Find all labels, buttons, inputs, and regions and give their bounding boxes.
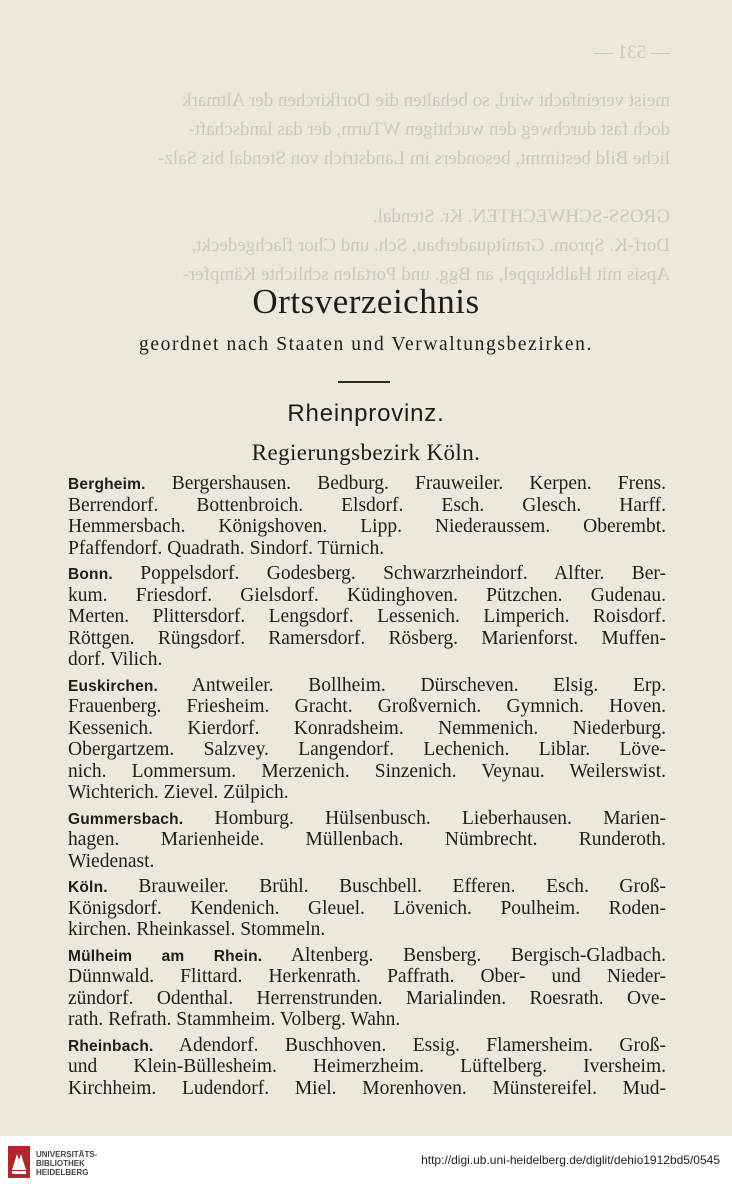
viewer-footer [0,1136,732,1192]
district-name: Rheinbach. [68,1037,154,1055]
entry-line: Pfaffendorf. Quadrath. Sindorf. Türnich. [68,537,385,559]
entry-line: Frauenberg. Friesheim. Gracht. Großvernich. Gymnich. Hoven. [68,696,666,717]
entry-line: Rheinbach. Adendorf. Buschhoven. Essig. Flamersheim. Groß- [68,1034,666,1056]
library-logo-text: UNIVERSITÄTS- BIBLIOTHEK HEIDELBERG [36,1150,98,1177]
district-name: Bonn. [68,566,113,583]
entry-line: Hemmersbach. Königshoven. Lipp. Niederaussem. Oberembt. [68,516,666,537]
entry-line: kirchen. Rheinkassel. Stommeln. [68,919,326,940]
entry-line: Dünnwald. Flittard. Herkenrath. Paffrath. Ober- und Nieder- [68,966,666,987]
place-index-list [68,473,666,1103]
district-name: Gummersbach. [68,810,184,828]
index-entry-gummersbach [68,808,666,873]
entry-line: nich. Lommersum. Merzenich. Sinzenich. Veynau. Weilerswist. [68,760,666,782]
page-title: Ortsverzeichnis [252,282,480,321]
entry-line: und Klein-Büllesheim. Heimerzheim. Lüftelberg. Iversheim. [68,1056,666,1077]
entry-line: hagen. Marienheide. Müllenbach. Nümbrecht. Runderoth. [68,829,666,850]
permalink-url[interactable]: http://digi.ub.uni-heidelberg.de/diglit/dehio1912bd5/0545 [421,1153,720,1167]
index-entry-bergheim [68,473,666,559]
bleed-through-decoration: meist vereinfacht wird, so behalten die Dorfkirchen der Altmark [181,90,670,111]
bleed-through-decoration: Apsis mit Halbkuppel, an Bgg. und Portalen schlichte Kämpfer- [182,264,670,285]
entry-line: Obergartzem. Salzvey. Langendorf. Lechenich. Liblar. Löve- [68,739,666,760]
index-entry-koeln [68,876,666,941]
bleed-through-decoration: — 531 — [594,42,670,63]
entry-line: zündorf. Odenthal. Herrenstrunden. Marialinden. Roesrath. Ove- [68,987,666,1009]
entry-line: Kirchheim. Ludendorf. Miel. Morenhoven. Münstereifel. Mud- [68,1077,666,1099]
entry-line: Merten. Plittersdorf. Lengsdorf. Lessenich. Limperich. Roisdorf. [68,606,666,627]
index-entry-rheinbach [68,1035,666,1100]
bleed-through-decoration: Dorf-K. Sprom. Granitquaderbau, Sch. und Chor flachgedeckt, [191,235,670,256]
entry-line: Röttgen. Rüngsdorf. Ramersdorf. Rösberg. Marienforst. Muffen- [68,627,666,649]
entry-line: Wichterich. Zievel. Zülpich. [68,782,289,803]
entry-line: Mülheim am Rhein. Altenberg. Bensberg. Bergisch-Gladbach. [68,944,666,966]
index-entry-bonn [68,563,666,671]
entry-line: kum. Friesdorf. Gielsdorf. Küdinghoven. Pützchen. Gudenau. [68,584,666,606]
entry-line: Köln. Brauweiler. Brühl. Buschbell. Efferen. Esch. Groß- [68,876,666,897]
entry-line: Gummersbach. Homburg. Hülsenbusch. Lieberhausen. Marien- [68,807,666,829]
province-heading: Rheinprovinz. [287,400,445,427]
index-entry-muelheim [68,945,666,1031]
university-library-logo-icon [8,1146,30,1178]
entry-line: Bonn. Poppelsdorf. Godesberg. Schwarzrheindorf. Alfter. Ber- [68,563,666,584]
bleed-through-decoration: liche Bild bestimmt, besonders im Landstrich von Stendal bis Salz- [158,148,670,169]
entry-line: Wiedenast. [68,850,155,872]
bleed-through-decoration: GROSS-SCHWECHTEN. Kr. Stendal. [372,206,670,227]
entry-line: Kessenich. Kierdorf. Konradsheim. Nemmenich. Niederburg. [68,717,666,739]
district-name: Mülheim am Rhein. [68,947,263,965]
entry-line: Berrendorf. Bottenbroich. Elsdorf. Esch. Glesch. Harff. [68,494,666,516]
district-name: Köln. [68,879,108,896]
index-entry-euskirchen [68,675,666,804]
page-subtitle: geordnet nach Staaten und Verwaltungsbezirken. [139,334,593,355]
entry-line: Königsdorf. Kendenich. Gleuel. Lövenich. Poulheim. Roden- [68,897,666,919]
entry-line: rath. Refrath. Stammheim. Volberg. Wahn. [68,1009,401,1030]
section-divider [338,381,390,383]
district-name: Bergheim. [68,476,146,493]
entry-line: Euskirchen. Antweiler. Bollheim. Dürscheven. Elsig. Erp. [68,674,666,696]
entry-line: Bergheim. Bergershausen. Bedburg. Frauweiler. Kerpen. Frens. [68,473,666,494]
entry-line: dorf. Vilich. [68,649,163,670]
bleed-through-decoration: doch fast durchweg den wuchtigen WTurm, der das landschaft- [188,119,670,140]
district-name: Euskirchen. [68,677,159,695]
district-heading: Regierungsbezirk Köln. [251,440,481,465]
